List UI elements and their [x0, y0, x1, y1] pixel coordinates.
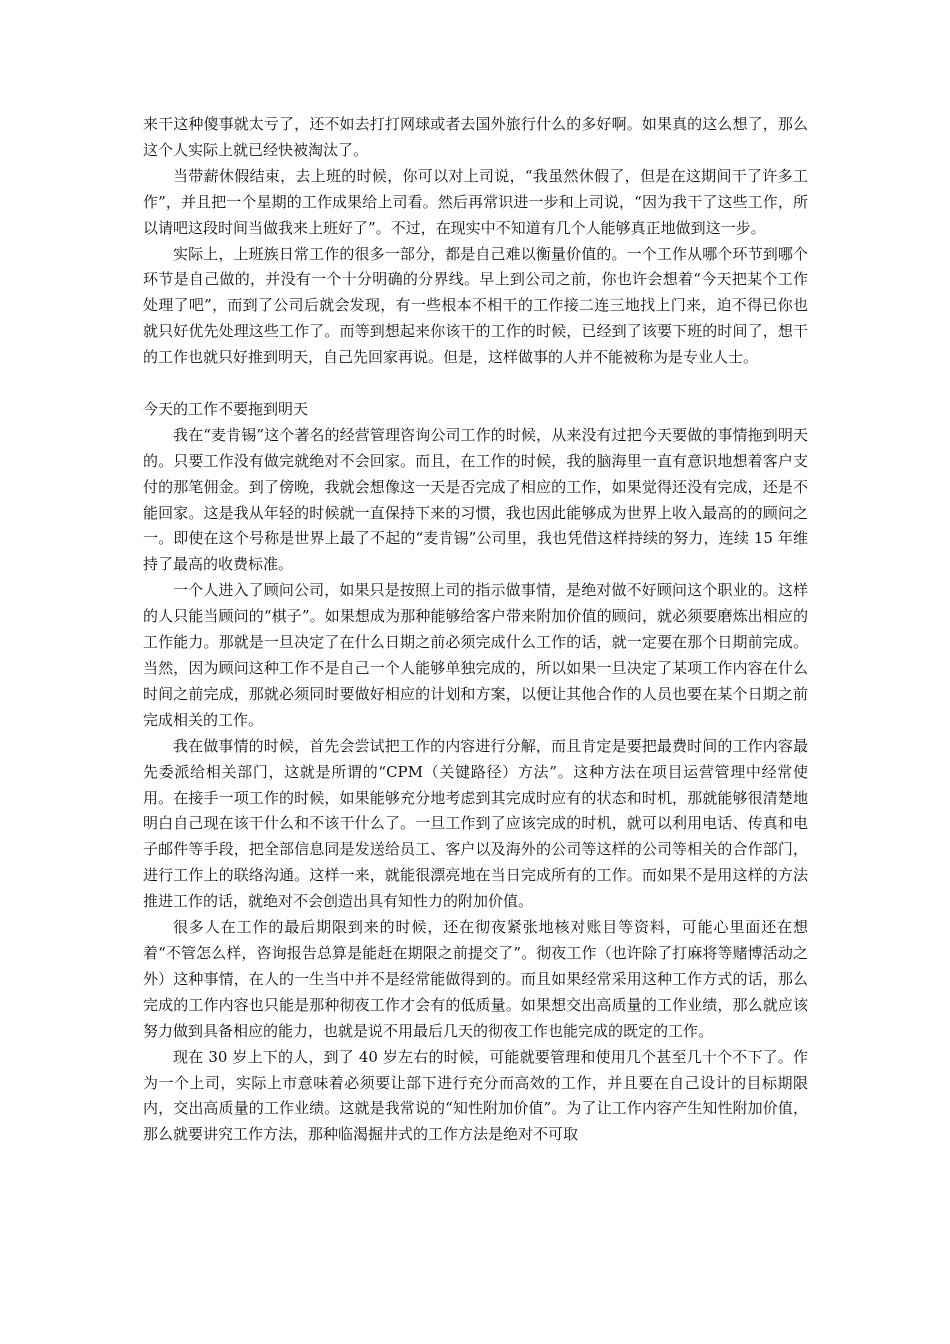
section-spacer: [143, 371, 808, 397]
document-page: [143, 112, 808, 1148]
paragraph: 很多人在工作的最后期限到来的时候，还在彻夜紧张地核对账目等资料，可能心里面还在想着“不管怎么样，咨询报告总算是能赶在期限之前提交了”。彻夜工作（也许除了打麻将等赌博活动之外）这种事情，在人的一生当中并不是经常能做得到的。而且如果经常采用这种工作方式的话，那么完成的工作内容也只能是那种彻夜工作才会有的低质量。如果想交出高质量的工作业绩，那么就应该努力做到具备相应的能力，也就是说不用最后几天的彻夜工作也能完成的既定的工作。: [143, 918, 808, 1040]
paragraph: 实际上，上班族日常工作的很多一部分，都是自己难以衡量价值的。一个工作从哪个环节到哪个环节是自己做的，并没有一个十分明确的分界线。早上到公司之前，你也许会想着“今天把某个工作处理了吧”，而到了公司后就会发现，有一些根本不相干的工作接二连三地找上门来，迫不得已你也就只好优先处理这些工作了。而等到想起来你该干的工作的时候，已经到了该要下班的时间了，想干的工作也就只好推到明天，自己先回家再说。但是，这样做事的人并不能被称为是专业人士。: [143, 244, 808, 367]
paragraph: 来干这种傻事就太亏了，还不如去打打网球或者去国外旅行什么的多好啊。如果真的这么想了，那么这个人实际上就已经快被淘汰了。: [143, 115, 808, 159]
section-heading: 今天的工作不要拖到明天: [143, 399, 309, 418]
paragraph: 当带薪休假结束，去上班的时候，你可以对上司说，“我虽然休假了，但是在这期间干了许多工作”，并且把一个星期的工作成果给上司看。然后再常识进一步和上司说，“因为我干了这些工作，所以请吧这段时间当做我来上班好了”。不过，在现实中不知道有几个人能够真正地做到这一步。: [143, 166, 808, 237]
paragraph: 现在 30 岁上下的人，到了 40 岁左右的时候，可能就要管理和使用几个甚至几十个不下了。作为一个上司，实际上市意味着必须要让部下进行充分而高效的工作，并且要在自己设计的目标期限内，交出高质量的工作业绩。这就是我常说的“知性附加价值”。为了让工作内容产生知性附加价值，那么就要讲究工作方法，那种临渴掘井式的工作方法是绝对不可取: [143, 1047, 808, 1144]
paragraph: 一个人进入了顾问公司，如果只是按照上司的指示做事情，是绝对做不好顾问这个职业的。这样的人只能当顾问的“棋子”。如果想成为那种能够给客户带来附加价值的顾问，就必须要磨炼出相应的工作能力。那就是一旦决定了在什么日期之前必须完成什么工作的话，就一定要在那个日期前完成。当然，因为顾问这种工作不是自己一个人能够单独完成的，所以如果一旦决定了某项工作内容在什么时间之前完成，那就必须同时要做好相应的计划和方案，以便让其他合作的人员也要在某个日期之前完成相关的工作。: [143, 581, 808, 729]
paragraph: 我在“麦肯锡”这个著名的经营管理咨询公司工作的时候，从来没有过把今天要做的事情拖到明天的。只要工作没有做完就绝对不会回家。而且，在工作的时候，我的脑海里一直有意识地想着客户支付的那笔佣金。到了傍晚，我就会想像这一天是否完成了相应的工作，如果觉得还没有完成，还是不能回家。这是我从年轻的时候就一直保持下来的习惯，我也因此能够成为世界上收入最高的的顾问之一。即使在这个号称是世界上最了不起的“麦肯锡”公司里，我也凭借这样持续的努力，连续 15 年维持了最高的收费标准。: [143, 425, 808, 574]
paragraph: 我在做事情的时候，首先会尝试把工作的内容进行分解，而且肯定是要把最费时间的工作内容最先委派给相关部门，这就是所谓的“CPM（关键路径）方法”。这种方法在项目运营管理中经常使用。在接手一项工作的时候，如果能够充分地考虑到其完成时应有的状态和时机，那就能够很清楚地明白自己现在该干什么和不该干什么了。一旦工作到了应该完成的时机，就可以利用电话、传真和电子邮件等手段，把全部信息同是发送给员工、客户以及海外的公司等这样的公司等相关的合作部门，进行工作上的联络沟通。这样一来，就能很漂亮地在当日完成所有的工作。而如果不是用这样的方法推进工作的话，就绝对不会创造出具有知性力的附加价值。: [143, 736, 808, 911]
